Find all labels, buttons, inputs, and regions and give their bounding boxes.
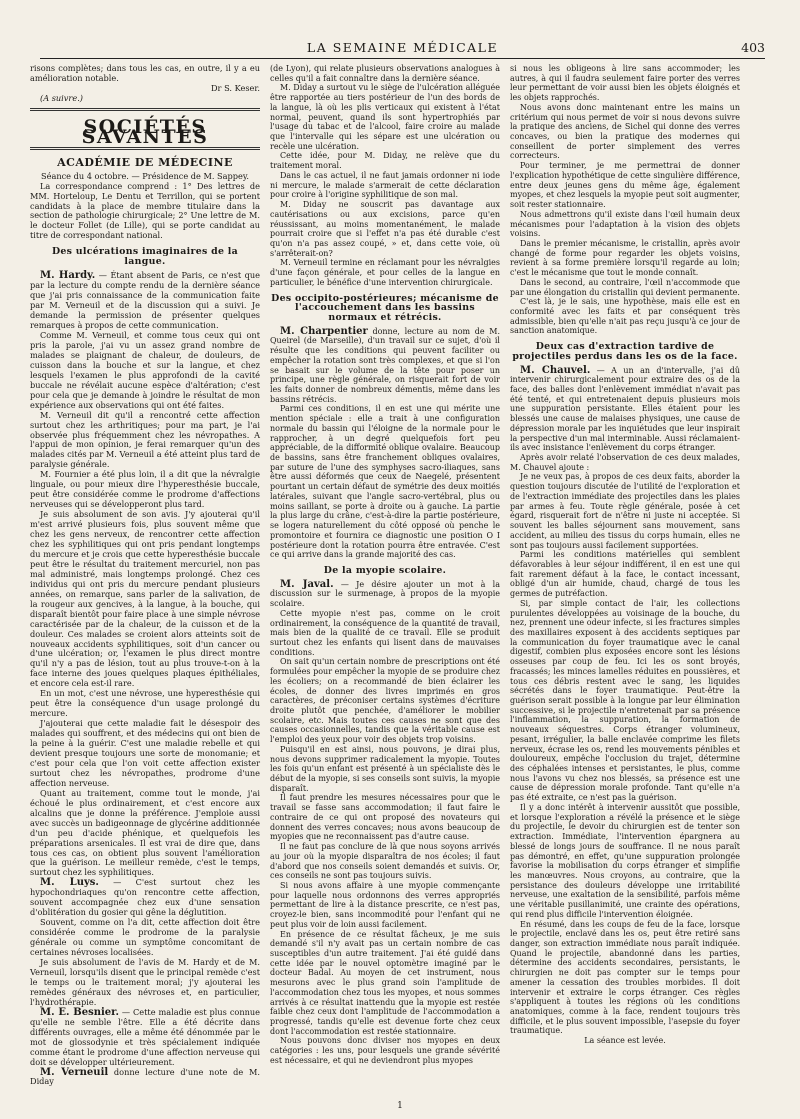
article-heading: Des occipito-postérieures; mécanisme de l'accouchement dans les bassins normaux et rétrécis. bbox=[271, 292, 499, 323]
paragraph: si nous les obligeons à lire sans accommoder; les autres, à qui il faudra seulement faire porter des verres leur permettant de voir aussi bien les objets éloignés et les objets rapprochés. bbox=[510, 64, 740, 103]
paragraph: En présence de ce résultat fâcheux, je me suis demandé s'il n'y avait pas un certain nombre de cas susceptibles d'un autre traitement. J'ai été guidé dans cette idée par le nouvel optomètre imaginé par le docteur Badal. Au moyen de cet instrument, nous mesurons avec le plus grand soin l'amplitude de l'accommodation chez tous les myopes, et nous sommes arrivés à ce résultat inattendu que la myopie est restée faible chez ceux dont l'amplitude de l'accommodation a progressé, tandis qu'elle est devenue forte chez ceux dont l'accommodation est restée stationnaire. bbox=[270, 929, 500, 1036]
author-signature: Dr S. Keser. bbox=[210, 82, 260, 93]
page-header bbox=[40, 38, 765, 58]
paragraph: Je ne veux pas, à propos de ces deux faits, aborder la question toujours discutée de l'utilité de l'exploration et de l'extraction immédiate des projectiles dans les plaies par armes à feu. Toute règle générale, posée à cet égard, risquerait fort de n'être ni juste ni acceptée. Si souvent les balles séjournent sans mouvement, sans accident, au milieu des tissus du corps humain, elles ne sont pas toujours aussi facilement supportées. bbox=[510, 472, 740, 550]
paragraph: Nous admettrons qu'il existe dans l'œil humain deux mécanismes pour l'adaptation à la vision des objets voisins. bbox=[510, 209, 740, 239]
paragraph: Souvent, comme on l'a dit, cette affection doit être considérée comme le prodrome de la paralysie générale ou comme un symptôme concomitant de certaines névroses localisées. bbox=[30, 917, 260, 958]
speech-text: — C'est surtout chez les hypochondriaques qu'on rencontre cette affection, souvent accompagnée chez eux d'une sensation d'oblitération du gosier qui gêne la déglutition. bbox=[30, 877, 260, 918]
paragraph: Dans le cas actuel, il ne faut jamais ordonner ni iode ni mercure, le malade s'armerait de cette déclaration pour croire à l'origine syphilitique de son mal. bbox=[270, 170, 500, 200]
speech-text: — A un an d'intervalle, j'ai dû intervenir chirurgicalement pour extraire des os de la face, des balles dont l'enlèvement immédiat n'avait pas été tenté, et qui entretenaient depuis plusieurs mois une suppuration persistante. Elles étaient pour les blessés une cause de malaises physiques, une cause de dépression morale par les inquiétudes que leur inspirait la perspective d'un mal interminable. Aussi réclamaient-ils avec insistance l'enlèvement du corps étranger. bbox=[510, 365, 741, 453]
header-rule bbox=[40, 58, 765, 59]
paragraph: Je suis absolument de l'avis de M. Hardy et de M. Verneuil, lorsqu'ils disent que le principal remède c'est le temps ou le traitement moral; j'y ajouterai les remèdes généraux des névroses et, en particulier, l'hydrothérapie. bbox=[30, 957, 260, 1007]
speaker-name: M. Chauvel. bbox=[520, 364, 591, 376]
paragraph: On sait qu'un certain nombre de prescriptions ont été formulées pour empêcher la myopie de se produire chez les écoliers; on a recommandé de bien éclairer les écoles, de donner des livres imprimés en gros caractères, de préconiser certains systèmes d'écriture droite plutôt que penchée, d'améliorer le mobilier scolaire, etc. Mais toutes ces causes ne sont que des causes occasionnelles, tandis que la véritable cause est l'emploi des yeux pour voir des objets trop voisins. bbox=[270, 657, 500, 745]
academy-title: ACADÉMIE DE MÉDECINE bbox=[57, 155, 233, 169]
paragraph: Je suis absolument de son avis. J'y ajouterai qu'il m'est arrivé plusieurs fois, plus souvent même que chez les gens nerveux, de rencontrer cette affection chez les syphilitiques qui ont pris pendant longtemps du mercure et je crois que cette hyperesthésie buccale peut être le résultat du traitement mercuriel, non pas mal administré, mais longtemps prolongé. Chez ces individus qui ont pris du mercure pendant plusieurs années, on remarque, sans parler de la salivation, de la rougeur aux gencives, à la langue, à la bouche, qui disparaît bientôt pour faire place à une simple névrose caractérisée par de la chaleur, de la cuisson et de la douleur. Ces malades se croient alors atteints soit de nouveaux accidents syphilitiques, soit d'un cancer ou d'une ulcération; or, l'examen le plus direct montre qu'il n'y a pas de lésion, tout au plus trouve-t-on à la face interne des joues quelques plaques épithéliales, et encore cela est-il rare. bbox=[30, 509, 260, 689]
paragraph: Après avoir relaté l'observation de ces deux malades, M. Chauvel ajoute : bbox=[510, 453, 740, 472]
speaker-name: M. Verneuil bbox=[40, 1066, 109, 1078]
speaker-name: M. Luys. bbox=[40, 877, 99, 889]
column-1 bbox=[30, 64, 260, 1087]
paragraph: Si nous avons affaire à une myopie commençante pour laquelle nous ordonnons des verres appropriés permettant de lire à la distance prescrite, ce n'est pas, croyez-le bien, sans incommodité pour l'enfant qui ne peut plus voir de loin aussi facilement. bbox=[270, 880, 500, 929]
paragraph: J'ajouterai que cette maladie fait le désespoir des malades qui souffrent, et des médecins qui ont bien de la peine à la guérir. C'est une maladie rebelle et qui devient presque toujours une sorte de monomanie; et c'est pour cela que l'on voit cette affection exister surtout chez les névropathes, prodrome d'une affection nerveuse. bbox=[30, 718, 260, 788]
paragraph: Dans le second, au contraire, l'œil n'accommode que par une élongation du cristallin qui devient permanente. bbox=[510, 277, 740, 297]
paragraph: Cette idée, pour M. Diday, ne relève que du traitement moral. bbox=[270, 151, 500, 171]
paragraph: Il ne faut pas conclure de là que nous soyons arrivés au jour où la myopie disparaîtra de nos écoles; il faut d'abord que nos conseils soient demandés et suivis. Or, ces conseils ne sont pas toujours suivis. bbox=[270, 842, 500, 881]
paragraph bbox=[30, 1068, 260, 1088]
paragraph: En un mot, c'est une névrose, une hyperesthésie qui peut être la conséquence d'un usage prolongé du mercure. bbox=[30, 688, 260, 719]
paragraph: Dans le premier mécanisme, le cristallin, après avoir changé de forme pour regarder les objets voisins, revient à sa forme première lorsqu'il regarde au loin; c'est le mécanisme que tout le monde connaît. bbox=[510, 238, 740, 278]
speaker-name: M. Charpentier bbox=[280, 325, 368, 337]
footer-mark: 1 bbox=[397, 1101, 403, 1111]
page-number: 403 bbox=[741, 40, 765, 55]
paragraph: Il y a donc intérêt à intervenir aussitôt que possible, et lorsque l'exploration a révélé la présence et le siège du projectile, le devoir du chirurgien est de tenter son extraction. Immédiate, l'intervention épargnera au blessé de longs jours de souffrance. Il ne nous paraît pas démontré, en effet, qu'une suppuration prolongée favorise la mobilisation du corps étranger et simplifie les manœuvres. Nous croyons, au contraire, que la persistance des douleurs développe une irritabilité nerveuse, une exaltation de la sensibilité, parfois même une véritable pusillanimité, une crainte des opérations, qui rend plus difficile l'intervention éloignée. bbox=[510, 802, 740, 919]
paragraph: Comme M. Verneuil, et comme tous ceux qui ont pris la parole, j'ai vu un assez grand nombre de malades se plaignant de chaleur, de douleurs, de cuisson dans la bouche et sur la langue, et chez lesquels l'examen le plus approfondi de la cavité buccale ne révélait aucune espèce d'altération; c'est pour cela que je demande à joindre le résultat de mon expérience aux observations qui ont été faites. bbox=[30, 329, 260, 410]
paragraph: La correspondance comprend : 1° Des lettres de MM. Horteloup, Le Dentu et Terrillon, qui se portent candidats à la place de membre titulaire dans la section de pathologie chirurgicale; 2° Une lettre de M. le docteur Follet (de Lille), qui se porte candidat au titre de correspondant national. bbox=[30, 180, 260, 241]
paragraph: (de Lyon), qui relate plusieurs observations analogues à celles qu'il a fait connaître dans la dernière séance. bbox=[270, 64, 500, 83]
paragraph bbox=[270, 327, 500, 405]
section-title: SOCIÉTÉS SAVANTES bbox=[81, 115, 209, 148]
session-line: Séance du 4 octobre. — Présidence de M. Sappey. bbox=[40, 170, 250, 181]
continuation-text: risons complètes; dans tous les cas, en outre, il y a eu amélioration notable. bbox=[30, 63, 260, 83]
paragraph: Nous pouvons donc diviser nos myopes en deux catégories : les uns, pour lesquels une grande sévérité est nécessaire, et qui ne deviendront plus myopes bbox=[270, 1036, 500, 1065]
speech-text: donne lecture d'une note de M. Diday bbox=[30, 1066, 260, 1087]
section-divider bbox=[30, 108, 260, 111]
paragraph bbox=[30, 878, 260, 918]
speaker-name: M. E. Besnier. bbox=[40, 1006, 119, 1018]
paragraph: Quant au traitement, comme tout le monde, j'ai échoué le plus ordinairement, et c'est encore aux alcalins que je donne la préférence. J'emploie aussi avec succès un badigeonnage de glycérine additionnée d'un peu d'acide phénique, et quelquefois les préparations arsenicales. Il est vrai de dire que, dans tous ces cas, on obtient plus souvent l'amélioration que la guérison. Le meilleur remède, c'est le temps, surtout chez les syphilitiques. bbox=[30, 787, 260, 878]
paragraph: Pour terminer, je me permettrai de donner l'explication hypothétique de cette singulière différence, entre deux jeunes gens du même âge, également myopes, et chez lesquels la myopie peut soit augmenter, soit rester stationnaire. bbox=[510, 161, 740, 210]
paragraph bbox=[270, 580, 500, 609]
speech-text: — Je désire ajouter un mot à la discussion sur le surmenage, à propos de la myopie scolaire. bbox=[270, 579, 500, 609]
article-heading: De la myopie scolaire. bbox=[323, 564, 447, 576]
speech-text: — Cette maladie est plus connue qu'elle ne semble l'être. Elle a été décrite dans différents ouvrages, elle a même été dénommée par le mot de glossodynie et très spécialement indiquée comme étant le prodrome d'une affection nerveuse qui doit se développer ultérieurement. bbox=[30, 1006, 260, 1067]
column-3 bbox=[510, 64, 740, 1046]
article-heading: Des ulcérations imaginaires de la langue. bbox=[51, 246, 239, 268]
paragraph: M. Diday a surtout vu le siège de l'ulcération alléguée être rapportée au tiers postérieur de l'un des bords de la langue, là où les plis verticaux qui existent à l'état normal, peuvent, quand ils sont hypertrophiés par l'usage du tabac et de l'alcool, faire croire au malade que l'intervalle qui les sépare est une ulcération ou recèle une ulcération. bbox=[270, 83, 500, 151]
journal-title: LA SEMAINE MÉDICALE bbox=[306, 40, 499, 55]
paragraph bbox=[30, 1008, 260, 1068]
paragraph bbox=[510, 366, 740, 453]
paragraph: Cette myopie n'est pas, comme on le croit ordinairement, la conséquence de la quantité de travail, mais bien de la qualité de ce travail. Elle se produit surtout chez les enfants qui lisent dans de mauvaises conditions. bbox=[270, 608, 500, 657]
paragraph bbox=[30, 271, 260, 331]
column-2 bbox=[270, 64, 500, 1066]
paragraph: M. Diday ne souscrit pas davantage aux cautérisations ou aux excisions, parce qu'en réussissant, au moins momentanément, le malade pourrait croire que si l'effet n'a pas été durable c'est qu'on n'a pas assez coupé, » et, dans cette voie, où s'arrêterait-on? bbox=[270, 200, 500, 258]
speaker-name: M. Hardy. bbox=[40, 270, 96, 282]
to-be-continued: (A suivre.) bbox=[40, 92, 83, 103]
paragraph: Puisqu'il en est ainsi, nous pouvons, je dirai plus, nous devons supprimer radicalement la myopie. Toutes les fois qu'un enfant est présenté à un spécialiste dès le début de la myopie, si ses conseils sont suivis, la myopie disparaît. bbox=[270, 744, 500, 793]
paragraph: Parmi les conditions matérielles qui semblent défavorables à leur séjour indifférent, il en est une qui fait rarement défaut à la face, le contact incessant, obligé d'un air humide, chaud, chargé de tous les germes de putréfaction. bbox=[510, 550, 740, 599]
speaker-name: M. Javal. bbox=[280, 578, 334, 590]
speech-text: — Étant absent de Paris, ce n'est que par la lecture du compte rendu de la dernière séance que j'ai pris connaissance de la communication faite par M. Verneuil et de la discussion qui a suivi. Je demande la permission de présenter quelques remarques à propos de cette communication. bbox=[30, 270, 260, 331]
paragraph: En résumé, dans les coups de feu de la face, lorsque le projectile, enclavé dans les os, peut être retiré sans danger, son extraction immédiate nous paraît indiquée. Quand le projectile, abandonné dans les parties, détermine des accidents secondaires, persistants, le chirurgien ne doit pas compter sur le temps pour amener la cessation des troubles morbides. Il doit intervenir et extraire le corps étranger. Ces règles s'appliquent à toutes les régions où les conditions anatomiques, comme à la face, rendent toujours très difficile, et le plus souvent impossible, l'asepsie du foyer traumatique. bbox=[510, 919, 740, 1036]
paragraph: Nous avons donc maintenant entre les mains un critérium qui nous permet de voir si nous devons suivre la pratique des anciens, de Sichel qui donne des verres concaves, ou bien la pratique des modernes qui conseillent de porter simplement des verres correcteurs. bbox=[510, 102, 740, 161]
paragraph: Parmi ces conditions, il en est une qui mérite une mention spéciale : elle a trait à une configuration normale du bassin qui l'éloigne de la normale pour le rapprocher, à un degré quelquefois fort peu appréciable, de la difformité oblique ovalaire. Beaucoup de bassins, sans être franchement obliques ovalaires, par suture de l'une des symphyses sacro-iliaques, sans être aussi déformés que ceux de Naegelé, présentent pourtant un certain défaut de symétrie des deux moitiés latérales, suivant que l'angle sacro-vertébral, plus ou moins saillant, se porte à droite ou à gauche. La partie la plus large du crâne, c'est-à-dire la partie postérieure, se logera naturellement du côté opposé où penche le promontoire et fournira ce diagnostic une position O I postérieure dont la rotation pourra être entravée. C'est ce qui arrive dans la grande majorité des cas. bbox=[270, 404, 500, 560]
paragraph: Il faut prendre les mesures nécessaires pour que le travail se fasse sans accommodation; il faut faire le contraire de ce qui ont proposé des novateurs qui donnent des verres concaves; nous avons beaucoup de myopies que ne reconnaissent pas d'autre cause. bbox=[270, 793, 500, 842]
paragraph: C'est là, je le sais, une hypothèse, mais elle est en conformité avec les faits et par conséquent très admissible, bien qu'elle n'ait pas reçu jusqu'à ce jour de sanction anatomique. bbox=[510, 297, 740, 336]
speech-text: donne, lecture au nom de M. Queirel (de Marseille), d'un travail sur ce sujet, d'où il résulte que les conditions qui peuvent faciliter ou empêcher la rotation sont très complexes, et que si l'on se basait sur le volume de la tête pour poser un principe, une règle générale, on risquerait fort de voir les faits donner de nombreux démentis, même dans les bassins rétrécis. bbox=[270, 326, 500, 404]
closing-line: La séance est levée. bbox=[584, 1036, 666, 1046]
paragraph: Si, par simple contact de l'air, les collections purulentes développées au voisinage de la bouche, du nez, prennent une odeur infecte, si les fractures simples des maxillaires exposent à des accidents septiques par la communication du foyer traumatique avec le canal digestif, combien plus exposées encore sont les lésions osseuses par coup de feu. Ici les os sont broyés, fracassés; les minces lamelles réduites en poussières, et tous ces débris restent avec le sang, les liquides sécrétés dans le foyer traumatique. Peut-être la guérison serait possible à la longue par leur élimination successive, si le projectile n'entretenait par sa présence l'inflammation, la suppuration, la formation de nouveaux séquestres. Corps étranger volumineux, pesant, irrégulier, la balle enclavée comprime les filets nerveux, écrase les os, rend les mouvements pénibles et douloureux, empêche l'occlusion du trajet, détermine des céphalées intenses et persistantes, le plus, comme nous l'avons vu chez nos blessés, sa présence est une cause de dépression morale profonde. Tant qu'elle n'a pas été extraite, ce n'est pas la guérison. bbox=[510, 598, 740, 803]
article-heading: Deux cas d'extraction tardive de projectiles perdus dans les os de la face. bbox=[512, 341, 738, 362]
paragraph: M. Verneuil dit qu'il a rencontré cette affection surtout chez les arthritiques; pour ma part, je l'ai observée plus fréquemment chez les névropathes. A l'appui de mon opinion, je ferai remarquer qu'un des malades cités par M. Verneuil a été atteint plus tard de paralysie générale. bbox=[30, 409, 260, 470]
paragraph: M. Fournier a été plus loin, il a dit que la névralgie linguale, ou pour mieux dire l'hyperesthésie buccale, peut être considérée comme le prodrome d'affections nerveuses qui se développeront plus tard. bbox=[30, 469, 260, 510]
paragraph: M. Verneuil termine en réclamant pour les névralgies d'une façon générale, et pour celles de la langue en particulier, le bénéfice d'une intervention chirurgicale. bbox=[270, 258, 500, 287]
